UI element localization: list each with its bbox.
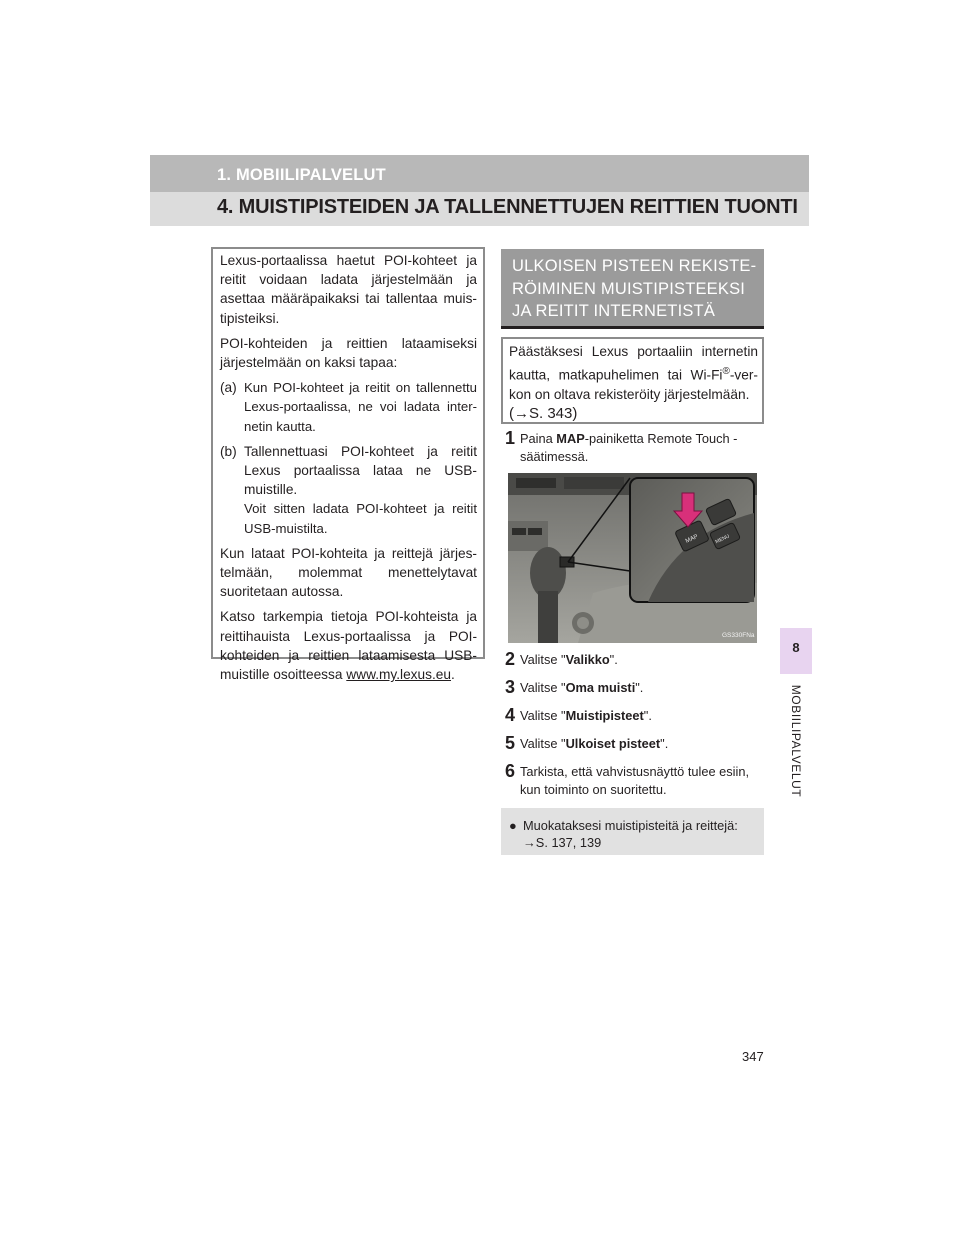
menu-option: Ulkoiset pisteet [565, 736, 661, 751]
step-text [520, 735, 765, 753]
subsection-title [512, 255, 762, 323]
step-text-part: Valitse " [520, 680, 566, 695]
edit-note-text: Muokataksesi muistipisteitä ja reittejä: →S. 137, 139 [523, 818, 738, 850]
page-title: 4. MUISTIPISTEIDEN JA TALLENNETTUJEN REITTIEN TUONTI [217, 196, 798, 218]
step-text [520, 430, 765, 466]
intro-paragraph: Kun lataat POI-kohteita ja reittejä järjes-telmään, molemmat menettelytavat suoritetaan autossa. [220, 545, 477, 600]
step-text [520, 707, 765, 725]
remote-touch-illustration [508, 473, 757, 643]
step-1 [505, 430, 765, 466]
step-text: Tarkista, että vahvistusnäyttö tulee esiin, kun toiminto on suoritettu. [520, 764, 750, 797]
chapter-label [776, 676, 816, 806]
step-text-part: ". [609, 652, 618, 667]
step-text-part: Valitse " [520, 736, 566, 751]
step-4 [505, 707, 765, 725]
menu-option: Valikko [565, 652, 610, 667]
page-number: 347 [742, 1049, 764, 1064]
intro-text [220, 251, 477, 690]
registered-mark: ® [722, 365, 730, 377]
subsection-title-line: ULKOISEN PISTEEN REKISTE- [512, 257, 757, 275]
step-5 [505, 735, 765, 753]
menu-button-label: MENU [714, 533, 731, 546]
step-number: 3 [505, 677, 516, 697]
subsection-title-line: JA REITIT INTERNETISTÄ [512, 302, 716, 320]
chapter-number: 8 [792, 640, 800, 655]
step-text [520, 651, 765, 669]
step-text [520, 679, 765, 697]
step-text-part: -painiketta Remote Touch -säätimessä. [520, 431, 738, 464]
page-reference: (→S. 343) [509, 405, 578, 423]
step-text-part: Paina [520, 431, 557, 446]
bullet-icon: ● [509, 818, 517, 833]
section-label: 1. MOBIILIPALVELUT [217, 166, 386, 184]
note-text: Päästäksesi Lexus portaaliin internetin kautta, matkapuhelimen tai Wi-Fi [509, 344, 758, 383]
intro-text-part: Katso tarkempia tietoja POI-kohteista ja reittihauista Lexus-portaalissa ja POI-kohteiden ja reittien lataamisesta USB-muistille osoitteessa [220, 609, 477, 683]
menu-option: Oma muisti [565, 680, 636, 695]
step-number: 4 [505, 705, 516, 725]
step-number: 1 [505, 428, 516, 448]
menu-option: Muistipisteet [565, 708, 644, 723]
step-6 [505, 763, 765, 799]
list-text: Kun POI-kohteet ja reitit on tallennettu Lexus-portaalissa, ne voi ladata inter-netin kautta. [244, 380, 477, 434]
map-button-label: MAP [684, 533, 700, 545]
list-text-part: Tallennettuasi POI-kohteet ja reitit Lexus portaalissa lataa ne USB-muistille. [244, 443, 477, 498]
banner-divider [501, 326, 764, 329]
list-text-part: Voit sitten ladata POI-kohteet ja reitit USB-muistilta. [244, 501, 477, 536]
step-button-name: MAP [556, 431, 585, 446]
step-3 [505, 679, 765, 697]
step-text-part: ". [635, 680, 644, 695]
subsection-title-line: RÖIMINEN MUISTIPISTEEKSI [512, 279, 746, 298]
requirement-note [509, 342, 758, 424]
portal-link[interactable]: www.my.lexus.eu [346, 667, 452, 683]
step-2 [505, 651, 765, 669]
edit-note [509, 817, 761, 851]
list-item [220, 378, 477, 436]
chapter-label-text: MOBIILIPALVELUT [789, 684, 803, 798]
intro-paragraph: POI-kohteiden ja reittien lataamiseksi järjestelmään on kaksi tapaa: [220, 335, 477, 371]
note-text: -ver-kon on oltava rekisteröity järjestelmään. [509, 367, 758, 402]
step-text-part: ". [660, 736, 669, 751]
list-label: (a) [220, 380, 237, 396]
step-text-part: ". [643, 708, 652, 723]
list-label: (b) [220, 443, 237, 459]
step-text-part: Valitse " [520, 652, 566, 667]
intro-paragraph: Lexus-portaalissa haetut POI-kohteet ja reitit voidaan ladata järjestelmään ja asettaa määräpaikaksi tai tallentaa muis-tipisteiksi. [220, 253, 477, 326]
step-number: 5 [505, 733, 516, 753]
image-code: GS330FNa [722, 632, 755, 639]
step-number: 6 [505, 761, 516, 781]
remote-touch-photo [508, 473, 757, 643]
intro-paragraph [220, 607, 477, 684]
intro-period: . [451, 667, 455, 683]
step-number: 2 [505, 649, 516, 669]
step-text-part: Valitse " [520, 708, 566, 723]
list-text [244, 442, 477, 538]
list-item [220, 442, 477, 538]
